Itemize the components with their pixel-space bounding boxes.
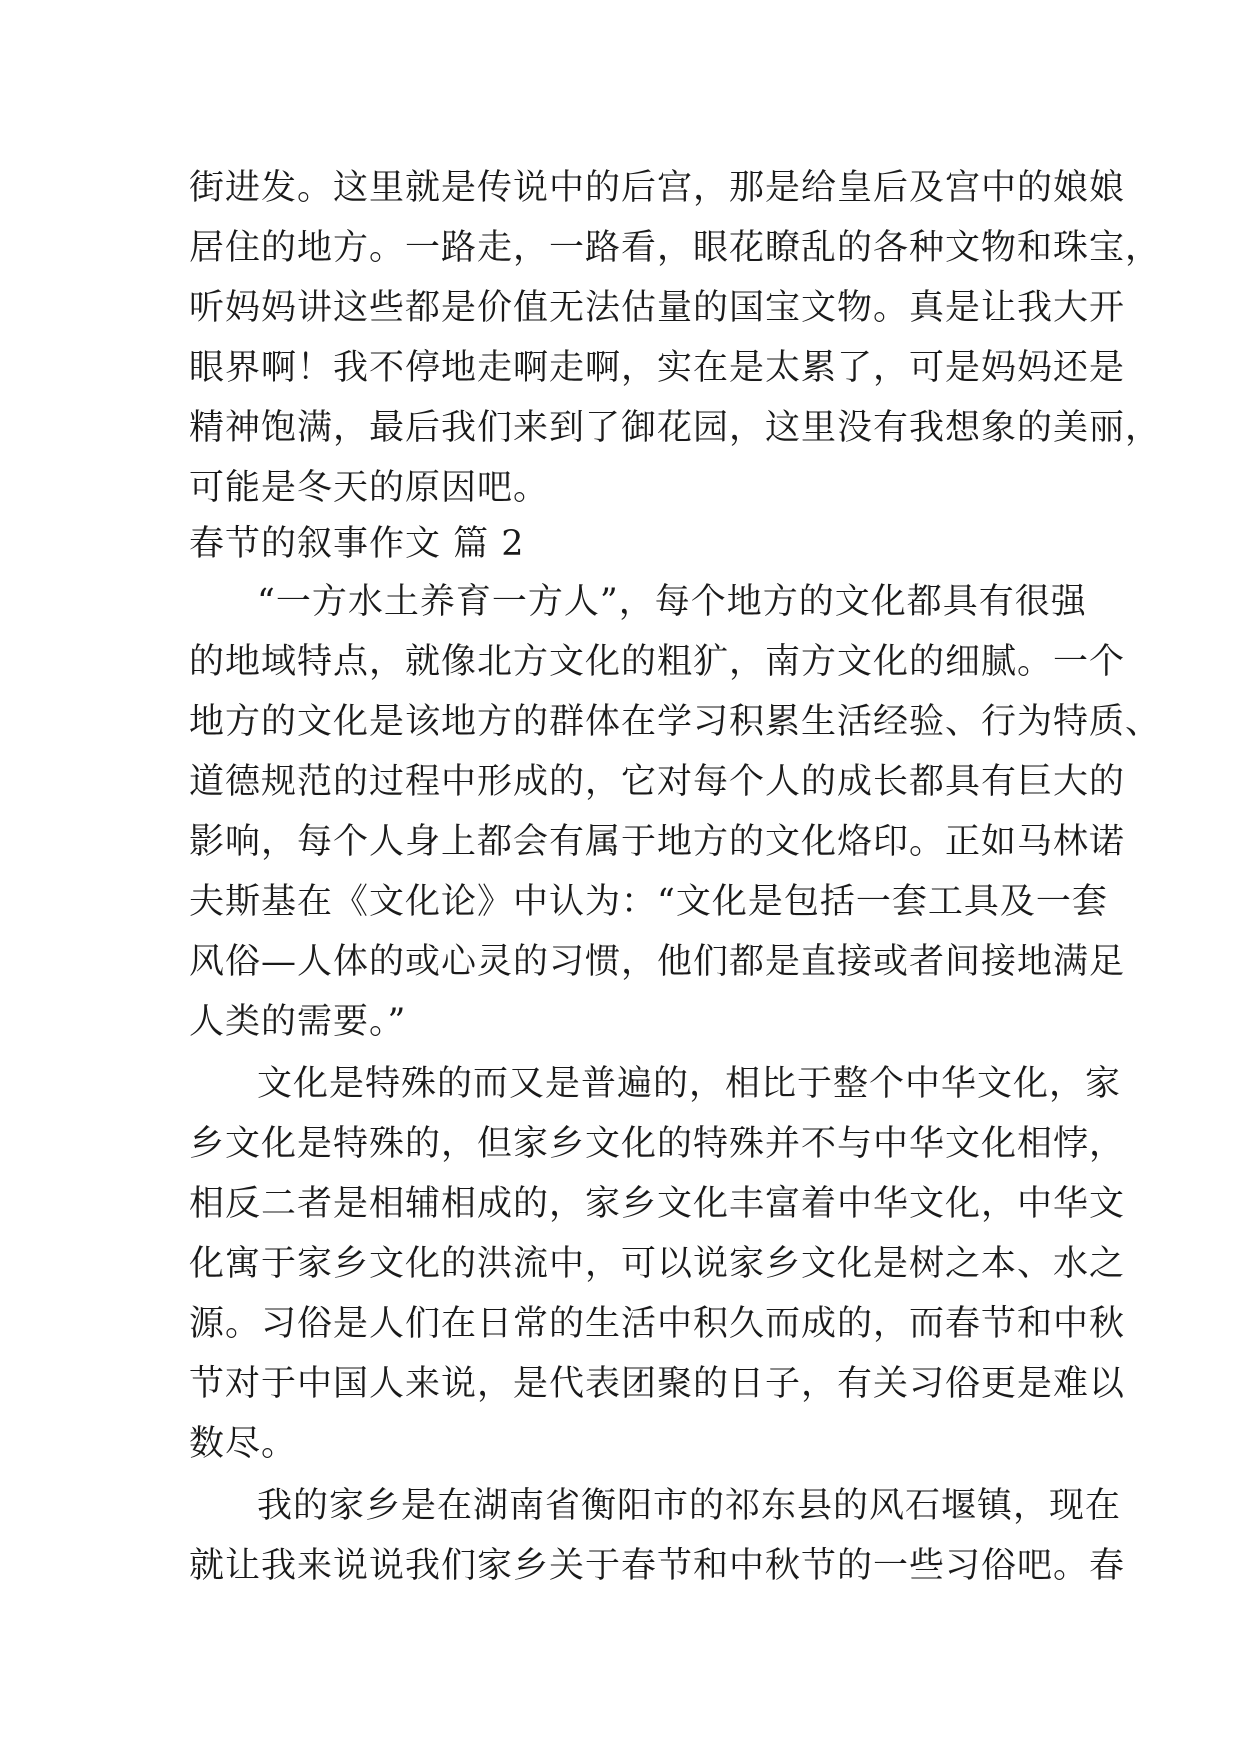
paragraph-line: 影响，每个人身上都会有属于地方的文化烙印。正如马林诺 <box>189 822 1126 862</box>
paragraph-line: 街进发。这里就是传说中的后宫，那是给皇后及宫中的娘娘 <box>189 168 1126 208</box>
paragraph-line: 听妈妈讲这些都是价值无法估量的国宝文物。真是让我大开 <box>189 288 1126 328</box>
paragraph-line: 居住的地方。一路走，一路看，眼花瞭乱的各种文物和珠宝， <box>189 228 1162 268</box>
paragraph-line: 文化是特殊的而又是普遍的，相比于整个中华文化，家 <box>257 1064 1122 1104</box>
paragraph-line: 道德规范的过程中形成的，它对每个人的成长都具有巨大的 <box>189 762 1126 802</box>
paragraph-line: 数尽。 <box>189 1424 298 1464</box>
paragraph-line: 的地域特点，就像北方文化的粗犷，南方文化的细腻。一个 <box>189 642 1126 682</box>
paragraph-line: 可能是冬天的原因吧。 <box>189 468 550 508</box>
paragraph-line: 我的家乡是在湖南省衡阳市的祁东县的风石堰镇，现在 <box>257 1486 1122 1526</box>
paragraph-line: 节对于中国人来说，是代表团聚的日子，有关习俗更是难以 <box>189 1364 1126 1404</box>
paragraph-line: 化寓于家乡文化的洪流中，可以说家乡文化是树之本、水之 <box>189 1244 1126 1284</box>
paragraph-line: “一方水土养育一方人”，每个地方的文化都具有很强 <box>257 582 1087 622</box>
paragraph-line: 眼界啊！我不停地走啊走啊，实在是太累了，可是妈妈还是 <box>189 348 1126 388</box>
paragraph-line: 风俗—人体的或心灵的习惯，他们都是直接或者间接地满足 <box>189 942 1126 982</box>
section-heading: 春节的叙事作文 篇 2 <box>189 524 525 564</box>
paragraph-line: 源。习俗是人们在日常的生活中积久而成的，而春节和中秋 <box>189 1304 1126 1344</box>
paragraph-line: 相反二者是相辅相成的，家乡文化丰富着中华文化，中华文 <box>189 1184 1126 1224</box>
paragraph-line: 人类的需要。” <box>189 1002 407 1042</box>
paragraph-line: 地方的文化是该地方的群体在学习积累生活经验、行为特质、 <box>189 702 1162 742</box>
paragraph-line: 精神饱满，最后我们来到了御花园，这里没有我想象的美丽， <box>189 408 1162 448</box>
paragraph-line: 就让我来说说我们家乡关于春节和中秋节的一些习俗吧。春 <box>189 1546 1126 1586</box>
paragraph-line: 夫斯基在《文化论》中认为：“文化是包括一套工具及一套 <box>189 882 1108 922</box>
paragraph-line: 乡文化是特殊的，但家乡文化的特殊并不与中华文化相悖， <box>189 1124 1126 1164</box>
